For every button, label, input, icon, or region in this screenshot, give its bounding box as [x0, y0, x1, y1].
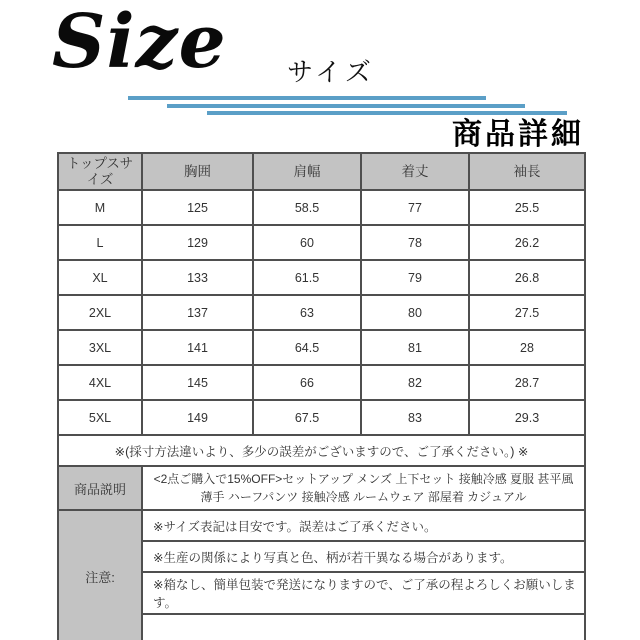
- size-row-5xl: [58, 400, 585, 435]
- size-row-l: [58, 225, 585, 260]
- shoulder-value: 66: [253, 365, 361, 400]
- size-label: 5XL: [58, 400, 142, 435]
- caution-item-empty: [142, 614, 585, 640]
- accent-line-2: [167, 104, 525, 108]
- col-header-chest: 胸囲: [142, 153, 253, 190]
- size-logo: Size: [52, 0, 227, 85]
- description-row: [58, 466, 585, 510]
- chest-value: 137: [142, 295, 253, 330]
- caution-label: 注意:: [58, 510, 142, 640]
- length-value: 83: [361, 400, 469, 435]
- caution-row-1: [58, 510, 585, 541]
- sleeve-value: 26.8: [469, 260, 585, 295]
- sleeve-value: 25.5: [469, 190, 585, 225]
- description-label: 商品説明: [58, 466, 142, 510]
- sleeve-value: 26.2: [469, 225, 585, 260]
- description-text: <2点ご購入で15%OFF>セットアップ メンズ 上下セット 接触冷感 夏服 甚平風 薄手 ハーフパンツ 接触冷感 ルームウェア 部屋着 カジュアル: [142, 466, 585, 510]
- shoulder-value: 61.5: [253, 260, 361, 295]
- measurement-note: ※(採寸方法違いより、多少の誤差がございますので、ご了承ください。) ※: [58, 435, 585, 466]
- shoulder-value: 63: [253, 295, 361, 330]
- size-table: [57, 152, 586, 640]
- chest-value: 125: [142, 190, 253, 225]
- size-label: 4XL: [58, 365, 142, 400]
- size-label: L: [58, 225, 142, 260]
- size-row-3xl: [58, 330, 585, 365]
- chest-value: 133: [142, 260, 253, 295]
- chest-value: 141: [142, 330, 253, 365]
- length-value: 77: [361, 190, 469, 225]
- size-label: XL: [58, 260, 142, 295]
- accent-line-1: [128, 96, 486, 100]
- col-header-tops-size: トップスサイズ: [58, 153, 142, 190]
- shoulder-value: 58.5: [253, 190, 361, 225]
- size-label: M: [58, 190, 142, 225]
- caution-item-1: ※サイズ表記は目安です。誤差はご了承ください。: [142, 510, 585, 541]
- size-label: 2XL: [58, 295, 142, 330]
- measurement-note-row: [58, 435, 585, 466]
- sleeve-value: 27.5: [469, 295, 585, 330]
- sleeve-value: 28: [469, 330, 585, 365]
- length-value: 80: [361, 295, 469, 330]
- col-header-length: 着丈: [361, 153, 469, 190]
- caution-item-3: ※箱なし、簡単包装で発送になりますので、ご了承の程よろしくお願いします。: [142, 572, 585, 614]
- shoulder-value: 64.5: [253, 330, 361, 365]
- col-header-shoulder: 肩幅: [253, 153, 361, 190]
- caution-item-2: ※生産の関係により写真と色、柄が若干異なる場合があります。: [142, 541, 585, 572]
- size-table-header-row: [58, 153, 585, 190]
- sleeve-value: 29.3: [469, 400, 585, 435]
- section-title: 商品詳細: [452, 118, 584, 151]
- shoulder-value: 67.5: [253, 400, 361, 435]
- length-value: 79: [361, 260, 469, 295]
- sleeve-value: 28.7: [469, 365, 585, 400]
- size-subtitle-jp: サイズ: [287, 57, 375, 87]
- col-header-sleeve: 袖長: [469, 153, 585, 190]
- length-value: 78: [361, 225, 469, 260]
- size-row-2xl: [58, 295, 585, 330]
- size-row-xl: [58, 260, 585, 295]
- length-value: 82: [361, 365, 469, 400]
- chest-value: 129: [142, 225, 253, 260]
- size-row-m: [58, 190, 585, 225]
- size-row-4xl: [58, 365, 585, 400]
- size-label: 3XL: [58, 330, 142, 365]
- chest-value: 145: [142, 365, 253, 400]
- chest-value: 149: [142, 400, 253, 435]
- shoulder-value: 60: [253, 225, 361, 260]
- length-value: 81: [361, 330, 469, 365]
